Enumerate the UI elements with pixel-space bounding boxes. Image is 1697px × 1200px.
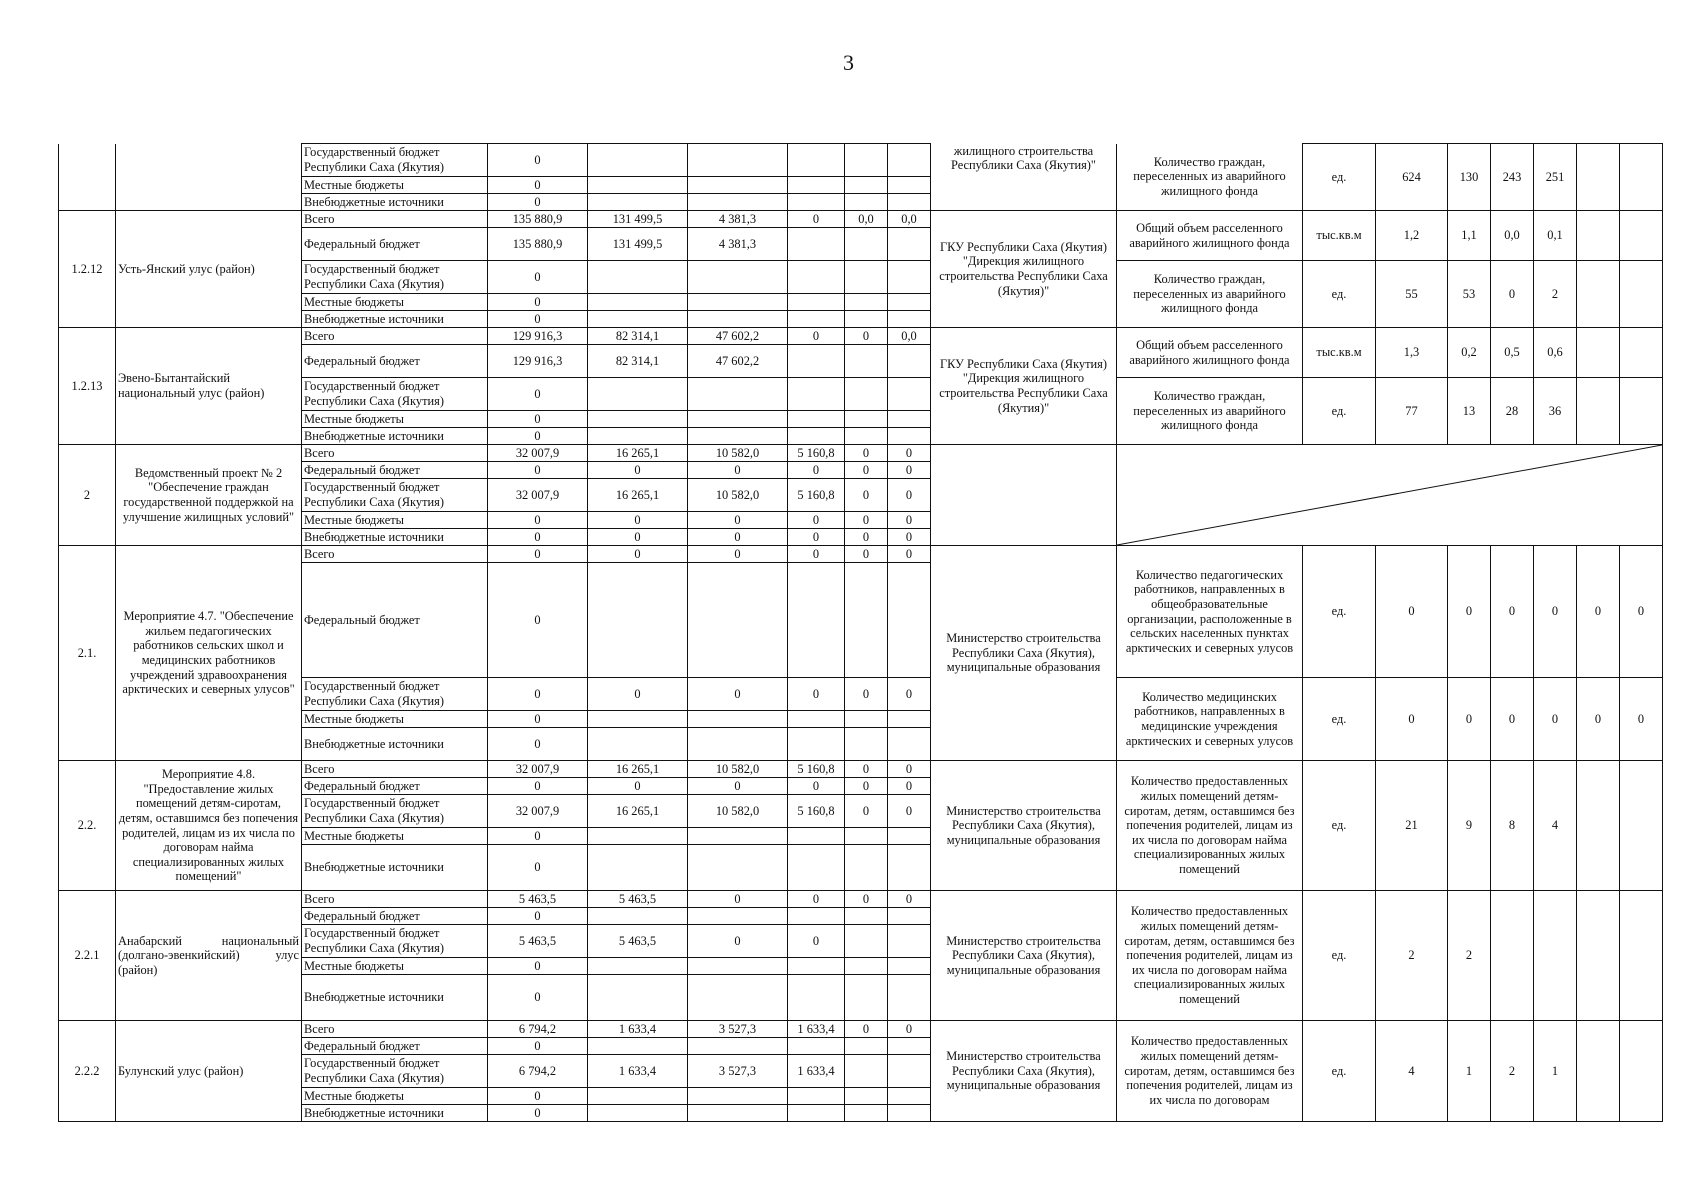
indicator-value: 2 [1491, 1021, 1534, 1122]
diagonal-line [1117, 445, 1662, 545]
value-cell: 0 [888, 795, 931, 828]
value-cell: 6 794,2 [488, 1021, 588, 1038]
value-cell: 32 007,9 [488, 479, 588, 512]
source-label: Местные бюджеты [302, 177, 488, 194]
indicator-value: 55 [1376, 261, 1448, 328]
indicator-unit: тыс.кв.м [1303, 328, 1376, 378]
indicator-unit: ед. [1303, 1021, 1376, 1122]
indicator-value: 4 [1376, 1021, 1448, 1122]
source-label: Государственный бюджет Республики Саха (Якутия) [302, 1055, 488, 1088]
value-cell: 5 463,5 [488, 925, 588, 958]
indicator-unit: тыс.кв.м [1303, 211, 1376, 261]
indicator-value: 1,2 [1376, 211, 1448, 261]
value-cell: 0 [845, 795, 888, 828]
value-cell: 0 [588, 512, 688, 529]
row-name: Анабарский национальный (долгано-эвенкийский) улус (район) [116, 891, 302, 1021]
value-cell: 0 [845, 546, 888, 563]
source-label: Федеральный бюджет [302, 345, 488, 378]
value-cell: 0 [488, 529, 588, 546]
source-label: Федеральный бюджет [302, 1038, 488, 1055]
value-cell: 0 [788, 529, 845, 546]
row-number: 1.2.13 [59, 328, 116, 445]
row-name: Мероприятие 4.8. "Предоставление жилых помещений детям-сиротам, детям, оставшимся без попечения родителей, лицам из их числа по договорам найма специализированных жилых помещений" [116, 761, 302, 891]
table-row [59, 328, 1663, 345]
value-cell: 0 [788, 512, 845, 529]
executor [931, 445, 1117, 546]
table-row [59, 211, 1663, 228]
value-cell: 0 [845, 761, 888, 778]
value-cell: 0 [788, 328, 845, 345]
source-label: Всего [302, 328, 488, 345]
page-number: 3 [843, 50, 854, 75]
value-cell: 0 [788, 678, 845, 711]
source-label: Внебюджетные источники [302, 1105, 488, 1122]
value-cell: 32 007,9 [488, 761, 588, 778]
indicator-name: Количество предоставленных жилых помещений детям-сиротам, детям, оставшимся без попечения родителей, лицам из их числа по договорам найма специализированных жилых помещений [1117, 891, 1303, 1021]
value-cell: 10 582,0 [688, 761, 788, 778]
indicator-value: 0 [1534, 546, 1577, 678]
value-cell: 0 [688, 925, 788, 958]
value-cell: 0 [888, 1021, 931, 1038]
value-cell: 0 [688, 529, 788, 546]
executor: Министерство строительства Республики Саха (Якутия), муниципальные образования [931, 761, 1117, 891]
source-label: Государственный бюджет Республики Саха (Якутия) [302, 144, 488, 177]
value-cell: 0 [488, 728, 588, 761]
value-cell: 0 [488, 311, 588, 328]
source-label: Местные бюджеты [302, 411, 488, 428]
source-label: Государственный бюджет Республики Саха (Якутия) [302, 479, 488, 512]
source-label: Федеральный бюджет [302, 462, 488, 479]
source-label: Внебюджетные источники [302, 975, 488, 1021]
source-label: Государственный бюджет Республики Саха (Якутия) [302, 925, 488, 958]
indicator-value: 0 [1620, 678, 1663, 761]
value-cell: 5 463,5 [488, 891, 588, 908]
value-cell: 0 [488, 711, 588, 728]
executor: ГКУ Республики Саха (Якутия) "Дирекция жилищного строительства Республики Саха (Якутия)" [931, 211, 1117, 328]
value-cell: 0 [788, 211, 845, 228]
value-cell: 0 [845, 445, 888, 462]
value-cell: 0 [488, 778, 588, 795]
indicator-unit: ед. [1303, 761, 1376, 891]
source-label: Внебюджетные источники [302, 194, 488, 211]
value-cell: 0 [845, 529, 888, 546]
value-cell: 0 [845, 778, 888, 795]
indicator-unit: ед. [1303, 144, 1376, 211]
indicator-value: 1 [1534, 1021, 1577, 1122]
diagonal-strike-cell [1117, 445, 1663, 546]
source-label: Всего [302, 211, 488, 228]
value-cell: 0 [488, 908, 588, 925]
indicator-name: Количество педагогических работников, направленных в общеобразовательные организации, расположенные в сельских населенных пунктах арктических и северных улусов [1117, 546, 1303, 678]
value-cell: 0 [488, 546, 588, 563]
program-table [58, 143, 1663, 1122]
value-cell: 0 [788, 778, 845, 795]
value-cell: 0 [845, 479, 888, 512]
value-cell: 0 [488, 1038, 588, 1055]
table-row [59, 1021, 1663, 1038]
value-cell: 47 602,2 [688, 345, 788, 378]
value-cell: 0 [488, 1088, 588, 1105]
value-cell: 0 [845, 678, 888, 711]
value-cell: 47 602,2 [688, 328, 788, 345]
indicator-value: 0 [1376, 546, 1448, 678]
row-number: 2.2.1 [59, 891, 116, 1021]
value-cell: 0 [488, 512, 588, 529]
indicator-value: 2 [1534, 261, 1577, 328]
executor: Министерство строительства Республики Саха (Якутия), муниципальные образования [931, 546, 1117, 761]
value-cell: 0 [888, 891, 931, 908]
indicator-value: 1,3 [1376, 328, 1448, 378]
indicator-value: 1 [1448, 1021, 1491, 1122]
value-cell: 4 381,3 [688, 228, 788, 261]
value-cell: 0 [888, 778, 931, 795]
indicator-unit: ед. [1303, 378, 1376, 445]
value-cell: 0 [488, 378, 588, 411]
value-cell: 0 [488, 975, 588, 1021]
value-cell: 5 160,8 [788, 761, 845, 778]
indicator-value: 21 [1376, 761, 1448, 891]
indicator-name: Количество предоставленных жилых помещений детям-сиротам, детям, оставшимся без попечения родителей, лицам из их числа по договорам [1117, 1021, 1303, 1122]
value-cell: 32 007,9 [488, 445, 588, 462]
source-label: Всего [302, 891, 488, 908]
indicator-value: 4 [1534, 761, 1577, 891]
value-cell: 5 160,8 [788, 445, 845, 462]
value-cell: 5 160,8 [788, 479, 845, 512]
source-label: Внебюджетные источники [302, 529, 488, 546]
value-cell: 0 [488, 958, 588, 975]
value-cell: 0 [688, 778, 788, 795]
value-cell: 10 582,0 [688, 479, 788, 512]
value-cell: 0 [688, 462, 788, 479]
value-cell: 4 381,3 [688, 211, 788, 228]
source-label: Федеральный бюджет [302, 228, 488, 261]
value-cell: 10 582,0 [688, 445, 788, 462]
value-cell: 0 [488, 845, 588, 891]
indicator-value: 0 [1448, 678, 1491, 761]
value-cell: 0 [588, 778, 688, 795]
value-cell: 0 [488, 1105, 588, 1122]
indicator-value: 0,1 [1534, 211, 1577, 261]
value-cell: 135 880,9 [488, 211, 588, 228]
source-label: Местные бюджеты [302, 1088, 488, 1105]
value-cell: 1 633,4 [588, 1055, 688, 1088]
value-cell: 0 [488, 462, 588, 479]
value-cell: 16 265,1 [588, 795, 688, 828]
value-cell: 0 [588, 529, 688, 546]
row-number: 2.2.2 [59, 1021, 116, 1122]
indicator-value: 0,2 [1448, 328, 1491, 378]
source-label: Федеральный бюджет [302, 563, 488, 678]
executor: ГКУ Республики Саха (Якутия) "Дирекция жилищного строительства Республики Саха (Якутия)" [931, 328, 1117, 445]
indicator-name: Общий объем расселенного аварийного жилищного фонда [1117, 328, 1303, 378]
row-number: 2.1. [59, 546, 116, 761]
indicator-value: 0,0 [1491, 211, 1534, 261]
indicator-name: Количество граждан, переселенных из аварийного жилищного фонда [1117, 378, 1303, 445]
indicator-value: 624 [1376, 144, 1448, 211]
row-number [59, 144, 116, 211]
value-cell: 0 [845, 1021, 888, 1038]
indicator-value: 77 [1376, 378, 1448, 445]
source-label: Федеральный бюджет [302, 908, 488, 925]
indicator-value: 0 [1577, 678, 1620, 761]
source-label: Внебюджетные источники [302, 311, 488, 328]
value-cell: 0 [888, 761, 931, 778]
value-cell: 0 [488, 144, 588, 177]
value-cell: 0 [688, 891, 788, 908]
value-cell: 0,0 [888, 328, 931, 345]
executor: Министерство строительства Республики Саха (Якутия), муниципальные образования [931, 891, 1117, 1021]
value-cell: 0 [488, 563, 588, 678]
value-cell: 131 499,5 [588, 211, 688, 228]
value-cell: 10 582,0 [688, 795, 788, 828]
source-label: Государственный бюджет Республики Саха (Якутия) [302, 678, 488, 711]
value-cell: 1 633,4 [588, 1021, 688, 1038]
value-cell: 0 [888, 512, 931, 529]
value-cell: 0,0 [888, 211, 931, 228]
value-cell: 0 [488, 261, 588, 294]
indicator-value: 130 [1448, 144, 1491, 211]
value-cell: 82 314,1 [588, 328, 688, 345]
value-cell: 6 794,2 [488, 1055, 588, 1088]
indicator-value: 0 [1491, 678, 1534, 761]
indicator-name: Количество граждан, переселенных из аварийного жилищного фонда [1117, 261, 1303, 328]
value-cell: 3 527,3 [688, 1021, 788, 1038]
row-name: Мероприятие 4.7. "Обеспечение жильем педагогических работников сельских школ и медицинских работников учреждений здравоохранения арктических и северных улусов" [116, 546, 302, 761]
source-label: Местные бюджеты [302, 512, 488, 529]
value-cell: 0 [488, 828, 588, 845]
value-cell: 0 [688, 546, 788, 563]
value-cell: 129 916,3 [488, 328, 588, 345]
source-label: Государственный бюджет Республики Саха (Якутия) [302, 261, 488, 294]
source-label: Всего [302, 445, 488, 462]
indicator-value: 2 [1448, 891, 1491, 1021]
source-label: Государственный бюджет Республики Саха (Якутия) [302, 795, 488, 828]
value-cell: 0 [588, 546, 688, 563]
value-cell: 131 499,5 [588, 228, 688, 261]
indicator-value: 28 [1491, 378, 1534, 445]
value-cell: 3 527,3 [688, 1055, 788, 1088]
value-cell: 5 463,5 [588, 891, 688, 908]
value-cell: 0 [488, 678, 588, 711]
value-cell: 0 [488, 428, 588, 445]
source-label: Местные бюджеты [302, 828, 488, 845]
source-label: Всего [302, 761, 488, 778]
indicator-value: 243 [1491, 144, 1534, 211]
indicator-unit: ед. [1303, 261, 1376, 328]
value-cell: 0 [588, 678, 688, 711]
value-cell: 0 [488, 411, 588, 428]
indicator-value: 2 [1376, 891, 1448, 1021]
row-number: 2 [59, 445, 116, 546]
value-cell: 0 [888, 479, 931, 512]
source-label: Внебюджетные источники [302, 428, 488, 445]
indicator-value: 0 [1491, 546, 1534, 678]
value-cell: 16 265,1 [588, 479, 688, 512]
value-cell: 0 [688, 512, 788, 529]
row-number: 1.2.12 [59, 211, 116, 328]
source-label: Внебюджетные источники [302, 728, 488, 761]
indicator-unit: ед. [1303, 678, 1376, 761]
source-label: Местные бюджеты [302, 958, 488, 975]
indicator-value: 53 [1448, 261, 1491, 328]
indicator-name: Общий объем расселенного аварийного жилищного фонда [1117, 211, 1303, 261]
indicator-value: 0 [1376, 678, 1448, 761]
value-cell: 1 633,4 [788, 1021, 845, 1038]
indicator-value: 0 [1491, 261, 1534, 328]
source-label: Всего [302, 1021, 488, 1038]
value-cell: 0 [845, 462, 888, 479]
value-cell: 0 [788, 925, 845, 958]
indicator-unit: ед. [1303, 546, 1376, 678]
value-cell: 0 [888, 678, 931, 711]
value-cell: 0 [488, 194, 588, 211]
value-cell: 0 [845, 512, 888, 529]
source-label: Внебюджетные источники [302, 845, 488, 891]
value-cell: 5 160,8 [788, 795, 845, 828]
value-cell: 0 [788, 891, 845, 908]
source-label: Местные бюджеты [302, 294, 488, 311]
indicator-unit: ед. [1303, 891, 1376, 1021]
value-cell: 0 [788, 462, 845, 479]
indicator-value: 9 [1448, 761, 1491, 891]
value-cell: 16 265,1 [588, 445, 688, 462]
row-name: Усть-Янский улус (район) [116, 211, 302, 328]
value-cell: 0 [888, 445, 931, 462]
source-label: Федеральный бюджет [302, 778, 488, 795]
source-label: Местные бюджеты [302, 711, 488, 728]
value-cell: 0 [688, 678, 788, 711]
indicator-value: 1,1 [1448, 211, 1491, 261]
value-cell: 82 314,1 [588, 345, 688, 378]
value-cell: 0 [888, 529, 931, 546]
table-row [59, 761, 1663, 778]
table-row [59, 445, 1663, 462]
indicator-value: 36 [1534, 378, 1577, 445]
table-row [59, 891, 1663, 908]
value-cell: 0,0 [845, 211, 888, 228]
source-label: Государственный бюджет Республики Саха (Якутия) [302, 378, 488, 411]
indicator-value: 0 [1448, 546, 1491, 678]
indicator-name: Количество медицинских работников, направленных в медицинские учреждения арктических и северных улусов [1117, 678, 1303, 761]
value-cell: 0 [788, 546, 845, 563]
indicator-value: 0,5 [1491, 328, 1534, 378]
value-cell: 32 007,9 [488, 795, 588, 828]
table-row [59, 546, 1663, 563]
indicator-value: 0 [1577, 546, 1620, 678]
table-row [59, 144, 1663, 177]
indicator-value: 0 [1534, 678, 1577, 761]
value-cell: 1 633,4 [788, 1055, 845, 1088]
value-cell: 5 463,5 [588, 925, 688, 958]
row-name: Булунский улус (район) [116, 1021, 302, 1122]
row-name: Эвено-Бытантайский национальный улус (район) [116, 328, 302, 445]
value-cell: 0 [845, 891, 888, 908]
source-label: Всего [302, 546, 488, 563]
value-cell: 0 [888, 546, 931, 563]
indicator-value: 13 [1448, 378, 1491, 445]
indicator-value: 8 [1491, 761, 1534, 891]
value-cell: 0 [488, 177, 588, 194]
value-cell: 0 [588, 462, 688, 479]
row-name [116, 144, 302, 211]
value-cell: 0 [488, 294, 588, 311]
row-name: Ведомственный проект № 2 "Обеспечение граждан государственной поддержкой на улучшение жилищных условий" [116, 445, 302, 546]
indicator-name: Количество граждан, переселенных из аварийного жилищного фонда [1117, 144, 1303, 211]
indicator-name: Количество предоставленных жилых помещений детям-сиротам, детям, оставшимся без попечения родителей, лицам из их числа по договорам найма специализированных жилых помещений [1117, 761, 1303, 891]
indicator-value: 251 [1534, 144, 1577, 211]
value-cell: 0 [888, 462, 931, 479]
row-number: 2.2. [59, 761, 116, 891]
indicator-value: 0 [1620, 546, 1663, 678]
value-cell: 135 880,9 [488, 228, 588, 261]
executor: Министерство строительства Республики Саха (Якутия), муниципальные образования [931, 1021, 1117, 1122]
value-cell: 129 916,3 [488, 345, 588, 378]
value-cell: 0 [845, 328, 888, 345]
indicator-value: 0,6 [1534, 328, 1577, 378]
executor: жилищного строительства Республики Саха (Якутия)" [931, 144, 1117, 211]
value-cell: 16 265,1 [588, 761, 688, 778]
